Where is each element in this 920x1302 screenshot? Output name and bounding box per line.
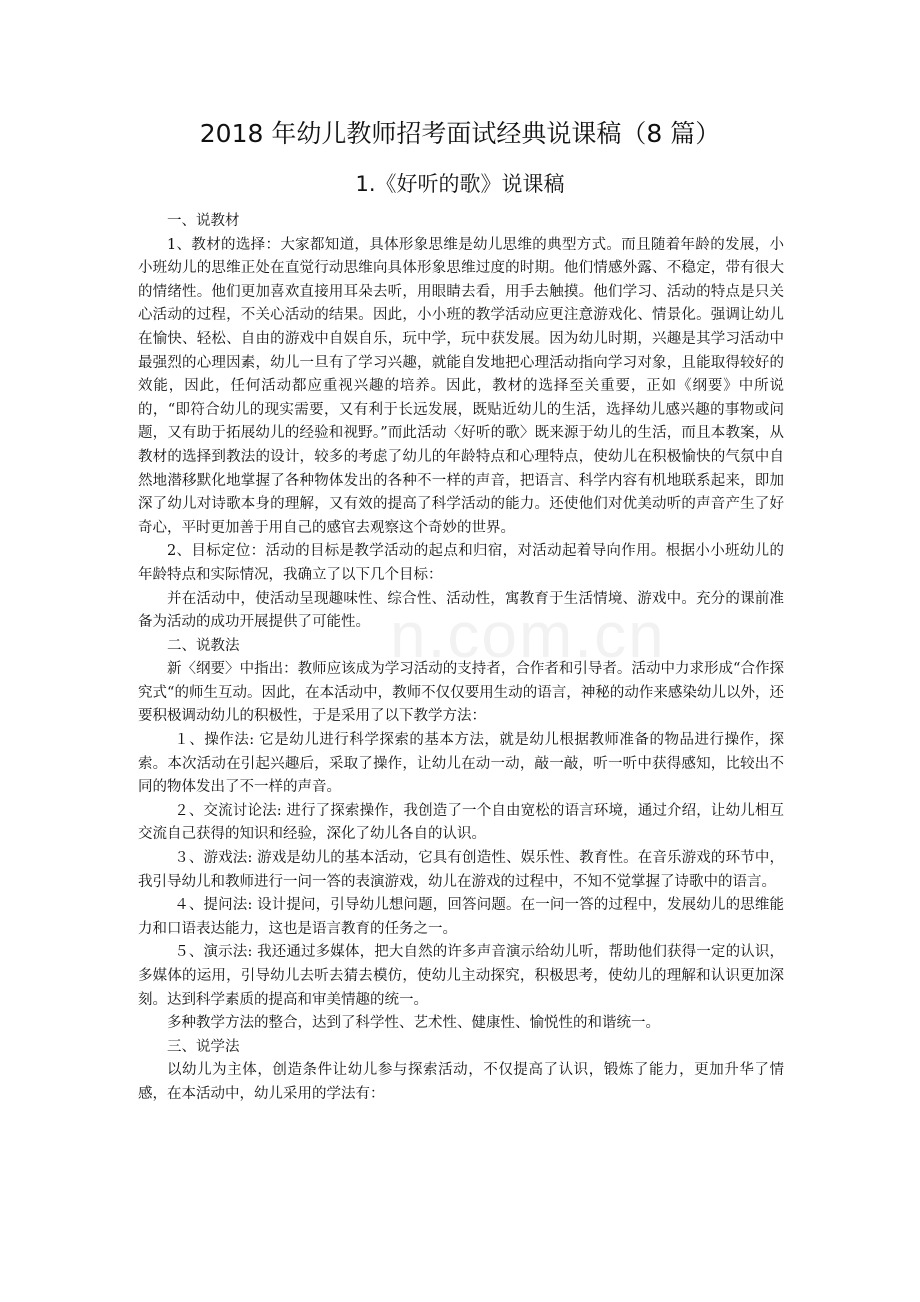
paragraph-method-game: ３、游戏法: 游戏是幼儿的基本活动，它具有创造性、娱乐性、教育性。在音乐游戏的环节中，我引导幼儿和教师进行一问一答的表演游戏，幼儿在游戏的过程中，不知不觉掌握了诗歌中的语言。: [138, 850, 784, 890]
section-title: 1.《好听的歌》说课稿: [355, 172, 565, 196]
paragraph-goal-positioning: 2、目标定位：活动的目标是教学活动的起点和归宿，对活动起着导向作用。根据小小班幼儿的年龄特点和实际情况，我确立了以下几个目标：: [138, 543, 784, 583]
paragraph-method-questioning: ４、提问法: 设计提问，引导幼儿想问题，回答问题。在一问一答的过程中，发展幼儿的思维能力和口语表达能力，这也是语言教育的任务之一。: [138, 897, 784, 937]
heading-teaching-methods: 二、说教法: [167, 637, 240, 654]
watermark: n.com.cn: [390, 599, 666, 671]
document-body: [138, 210, 784, 1107]
paragraph-method-discussion: ２、交流讨论法: 进行了探索操作，我创造了一个自由宽松的语言环境，通过介绍，让幼儿相互交流自己获得的知识和经验，深化了幼儿各自的认识。: [138, 802, 784, 843]
document-title: 2018 年幼儿教师招考面试经典说课稿（8 篇）: [199, 119, 721, 148]
paragraph-learning-intro: 以幼儿为主体，创造条件让幼儿参与探索活动，不仅提高了认识，锻炼了能力，更加升华了情感，在本活动中，幼儿采用的学法有：: [138, 1062, 784, 1102]
paragraph-methods-summary: 多种教学方法的整合，达到了科学性、艺术性、健康性、愉悦性的和谐统一。: [167, 1015, 660, 1032]
paragraph-material-selection: 1、教材的选择：大家都知道，具体形象思维是幼儿思维的典型方式。而且随着年龄的发展，小小班幼儿的思维正处在直觉行动思维向具体形象思维过度的时期。他们情感外露、不稳定，带有很大的情绪性。他们更加喜欢直接用耳朵去听，用眼睛去看，用手去触摸。他们学习、活动的特点是只关心活动的过程，不关心活动的结果。因此，小小班的教学活动应更注意游戏化、情景化。强调让幼儿在愉快、轻松、自由的游戏中自娱自乐，玩中学，玩中获发展。因为幼儿时期，兴趣是其学习活动中最强烈的心理因素，幼儿一旦有了学习兴趣，就能自发地把心理活动指向学习对象，且能取得较好的效能，因此，任何活动都应重视兴趣的培养。因此，教材的选择至关重要，正如《纲要》中所说的，“即符合幼儿的现实需要，又有利于长远发展，既贴近幼儿的生活，选择幼儿感兴趣的事物或问题，又有助于拓展幼儿的经验和视野。”而此活动〈好听的歌〉既来源于幼儿的生活，而且本教案，从教材的选择到教法的设计，较多的考虑了幼儿的年龄特点和心理特点，使幼儿在积极愉快的气氛中自然地潜移默化地掌握了各种物体发出的各种不一样的声音，把语言、科学内容有机地联系起来，即加深了幼儿对诗歌本身的理解，又有效的提高了科学活动的能力。还使他们对优美动听的声音产生了好奇心，平时更加善于用自己的感官去观察这个奇妙的世界。: [138, 236, 784, 536]
paragraph-methods-intro: 新〈纲要〉中指出：教师应该成为学习活动的支持者，合作者和引导者。活动中力求形成“合作探究式“的师生互动。因此，在本活动中，教师不仅仅要用生动的语言，神秘的动作来感染幼儿以外，还要积极调动幼儿的积极性，于是采用了以下教学方法：: [138, 661, 784, 725]
paragraph-activity-features: 并在活动中，使活动呈现趣味性、综合性、活动性，寓教育于生活情境、游戏中。充分的课前准备为活动的成功开展提供了可能性。: [138, 590, 784, 631]
paragraph-method-demonstration: ５、演示法: 我还通过多媒体，把大自然的许多声音演示给幼儿听，帮助他们获得一定的认识，多媒体的运用，引导幼儿去听去猜去模仿，使幼儿主动探究，积极思考，使幼儿的理解和认识更加深刻。达到科学素质的提高和审美情趣的统一。: [138, 944, 784, 1008]
heading-learning-methods: 三、说学法: [167, 1038, 240, 1055]
heading-teaching-material: 一、说教材: [167, 213, 240, 229]
paragraph-method-operation: １、操作法: 它是幼儿进行科学探索的基本方法，就是幼儿根据教师准备的物品进行操作，探索。本次活动在引起兴趣后，采取了操作，让幼儿在动一动，敲一敲，听一听中获得感知，比较出不同的物体发出了不一样的声音。: [138, 732, 784, 796]
